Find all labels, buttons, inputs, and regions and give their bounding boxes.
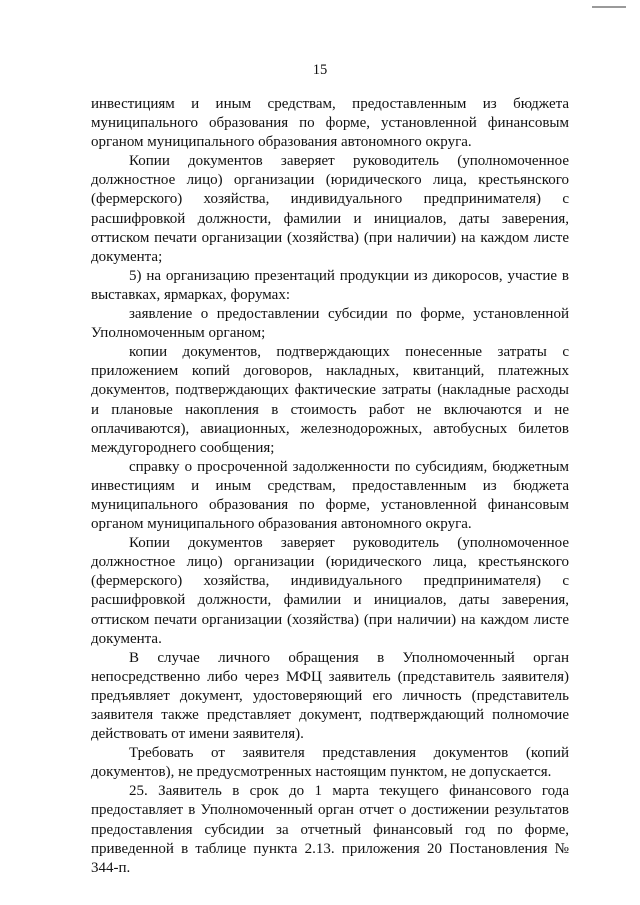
paragraph-certification-1: Копии документов заверяет руководитель (уполномоченное должностное лицо) организации (юридического лица, крестьянского (фермерского) хозяйства, индивидуального предпринимателя) с расшифровкой должности, фамилии и инициалов, даты заверения, оттиском печати организации (хозяйства) (при наличии) на каждом листе документа; — [91, 153, 569, 265]
page-number: 15 — [312, 62, 328, 78]
paragraph-certification-2: Копии документов заверяет руководитель (уполномоченное должностное лицо) организации (юридического лица, крестьянского (фермерского) хозяйства, индивидуального предпринимателя) с расшифровкой должности, фамилии и инициалов, даты заверения, оттиском печати организации (хозяйства) (при наличии) на каждом листе документа. — [91, 535, 569, 647]
paragraph-expense-copies: копии документов, подтверждающих понесенные затраты с приложением копий договоров, накладных, квитанций, платежных документов, подтверждающих фактические затраты (накладные расходы и плановые накопления в стоимость работ не включаются и не оплачиваются), авиационных, железнодорожных, автобусных билетов междугороднего сообщения; — [91, 344, 569, 456]
paragraph-item-25: 25. Заявитель в срок до 1 марта текущего финансового года предоставляет в Уполномоченный орган отчет о достижении результатов предоставления субсидии за отчетный финансовый год по форме, приведенной в таблице пункта 2.13. приложения 20 Постановления № 344-п. — [91, 783, 569, 876]
paragraph-item-5: 5) на организацию презентаций продукции из дикоросов, участие в выставках, ярмарках, форумах: — [91, 267, 569, 303]
scan-edge-mark — [592, 6, 626, 8]
paragraph-prohibition: Требовать от заявителя представления документов (копий документов), не предусмотренных настоящим пунктом, не допускается. — [91, 745, 569, 781]
paragraph-debt-certificate: справку о просроченной задолженности по субсидиям, бюджетным инвестициям и иным средствам, предоставленным из бюджета муниципального образования по форме, установленной финансовым органом муниципального образования автономного округа. — [91, 458, 569, 533]
paragraph-personal-appeal: В случае личного обращения в Уполномоченный орган непосредственно либо через МФЦ заявитель (представитель заявителя) предъявляет документ, удостоверяющий его личность (представитель заявителя также представляет документ, подтверждающий полномочие действовать от имени заявителя). — [91, 649, 569, 743]
paragraph-application: заявление о предоставлении субсидии по форме, установленной Уполномоченным органом; — [91, 306, 569, 342]
document-body — [91, 95, 569, 878]
paragraph-continuation: инвестициям и иным средствам, предоставленным из бюджета муниципального образования по форме, установленной финансовым органом муниципального образования автономного округа. — [91, 96, 569, 151]
